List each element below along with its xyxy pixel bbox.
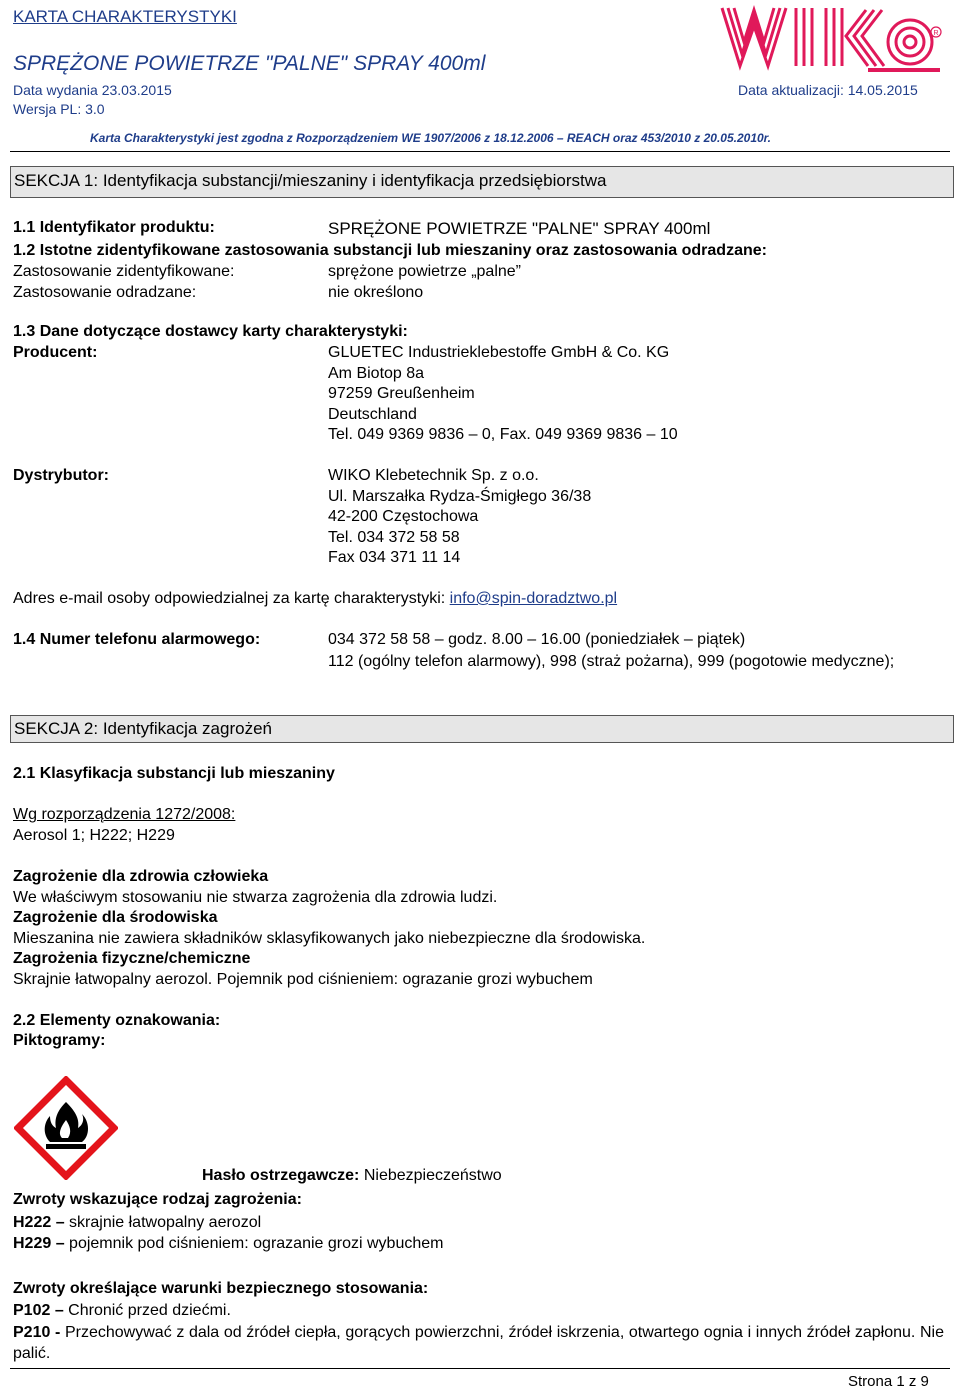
- signal-value: Niebezpieczeństwo: [363, 1167, 502, 1184]
- producer-line: GLUETEC Industrieklebestoffe GmbH & Co. KG: [328, 344, 670, 361]
- p102-row: [13, 1302, 231, 1320]
- producer-line: Am Biotop 8a: [328, 365, 425, 382]
- reg-label: Wg rozporządzenia 1272/2008:: [13, 806, 236, 823]
- producer-label: Producent:: [13, 344, 98, 361]
- issue-date: Data wydania 23.03.2015: [13, 82, 172, 98]
- use-identified-value: sprężone powietrze „palne”: [328, 263, 521, 280]
- p102-text: Chronić przed dziećmi.: [68, 1302, 231, 1319]
- distributor-label: Dystrybutor:: [13, 467, 110, 484]
- p-statements-label: Zwroty określające warunki bezpiecznego stosowania:: [13, 1280, 429, 1297]
- flame-pictogram-icon: [14, 1076, 118, 1180]
- regulation-note: Karta Charakterystyki jest zgodna z Rozporządzeniem WE 1907/2006 z 18.12.2006 – REACH oraz 453/2010 z 20.05.2010r.: [90, 131, 772, 145]
- s13-label: 1.3 Dane dotyczące dostawcy karty charakterystyki:: [13, 323, 408, 340]
- s14-line2: 112 (ogólny telefon alarmowy), 998 (straż pożarna), 999 (pogotowie medyczne);: [328, 653, 895, 670]
- phys-value: Skrajnie łatwopalny aerozol. Pojemnik pod ciśnieniem: ograzanie grozi wybuchem: [13, 971, 593, 988]
- producer-line: Deutschland: [328, 406, 417, 423]
- p102-code: P102 –: [13, 1302, 64, 1319]
- p210-row: [13, 1322, 944, 1364]
- use-advised-label: Zastosowanie odradzane:: [13, 284, 197, 301]
- product-title: SPRĘŻONE POWIETRZE "PALNE" SPRAY 400ml: [13, 52, 486, 75]
- h229-text: pojemnik pod ciśnieniem: ograzanie grozi wybuchem: [69, 1235, 444, 1252]
- header-divider: [10, 151, 950, 152]
- update-date: Data aktualizacji: 14.05.2015: [738, 82, 918, 98]
- s14-label: 1.4 Numer telefonu alarmowego:: [13, 631, 261, 648]
- health-label: Zagrożenie dla zdrowia człowieka: [13, 868, 269, 885]
- s11-label: 1.1 Identyfikator produktu:: [13, 219, 215, 236]
- footer-divider: [10, 1368, 950, 1369]
- h222-text: skrajnie łatwopalny aerozol: [69, 1214, 262, 1231]
- distributor-line: WIKO Klebetechnik Sp. z o.o.: [328, 467, 539, 484]
- reg-value: Aerosol 1; H222; H229: [13, 827, 175, 844]
- email-row: [13, 590, 617, 608]
- svg-text:R: R: [933, 30, 939, 37]
- p210-code: P210 -: [13, 1324, 61, 1341]
- page-number: Strona 1 z 9: [848, 1373, 929, 1388]
- use-identified-label: Zastosowanie zidentyfikowane:: [13, 263, 235, 280]
- section1-title: SEKCJA 1: Identyfikacja substancji/mieszaniny i identyfikacja przedsiębiorstwa: [10, 166, 954, 198]
- email-label: Adres e-mail osoby odpowiedzialnej za kartę charakterystyki:: [13, 590, 446, 607]
- s22-label: 2.2 Elementy oznakowania:: [13, 1012, 221, 1029]
- wiko-logo: [718, 2, 943, 74]
- signal-word-row: [202, 1167, 502, 1185]
- s12-label: 1.2 Istotne zidentyfikowane zastosowania substancji lub mieszaniny oraz zastosowania odradzane:: [13, 242, 767, 259]
- distributor-line: Fax 034 371 11 14: [328, 549, 461, 566]
- h229-code: H229 –: [13, 1235, 65, 1252]
- distributor-line: 42-200 Częstochowa: [328, 508, 479, 525]
- env-label: Zagrożenie dla środowiska: [13, 909, 218, 926]
- phys-label: Zagrożenia fizyczne/chemiczne: [13, 950, 251, 967]
- env-value: Mieszanina nie zawiera składników sklasyfikowanych jako niebezpieczne dla środowiska.: [13, 930, 646, 947]
- s21-label: 2.1 Klasyfikacja substancji lub mieszaniny: [13, 765, 335, 782]
- email-link[interactable]: info@spin-doradztwo.pl: [449, 590, 618, 607]
- section2-title: SEKCJA 2: Identyfikacja zagrożeń: [10, 715, 954, 743]
- s11-value: SPRĘŻONE POWIETRZE "PALNE" SPRAY 400ml: [328, 219, 711, 238]
- h229-row: [13, 1235, 443, 1253]
- h-statements-label: Zwroty wskazujące rodzaj zagrożenia:: [13, 1191, 302, 1208]
- p210-text: Przechowywać z dala od źródeł ciepła, gorących powierzchni, źródeł iskrzenia, otwartego ognia i innych źródeł zapłonu. Nie palić.: [13, 1324, 945, 1362]
- use-advised-value: nie określono: [328, 284, 424, 301]
- pictograms-label: Piktogramy:: [13, 1032, 106, 1049]
- h222-row: [13, 1214, 261, 1232]
- distributor-line: Tel. 034 372 58 58: [328, 529, 460, 546]
- producer-line: 97259 Greußenheim: [328, 385, 475, 402]
- version: Wersja PL: 3.0: [13, 101, 105, 117]
- producer-line: Tel. 049 9369 9836 – 0, Fax. 049 9369 9836 – 10: [328, 426, 678, 443]
- doc-type-title: KARTA CHARAKTERYSTYKI: [13, 7, 237, 26]
- health-value: We właściwym stosowaniu nie stwarza zagrożenia dla zdrowia ludzi.: [13, 889, 498, 906]
- distributor-line: Ul. Marszałka Rydza-Śmigłego 36/38: [328, 488, 592, 505]
- signal-label: Hasło ostrzegawcze:: [202, 1167, 360, 1184]
- s14-line1: 034 372 58 58 – godz. 8.00 – 16.00 (poniedziałek – piątek): [328, 631, 746, 648]
- h222-code: H222 –: [13, 1214, 65, 1231]
